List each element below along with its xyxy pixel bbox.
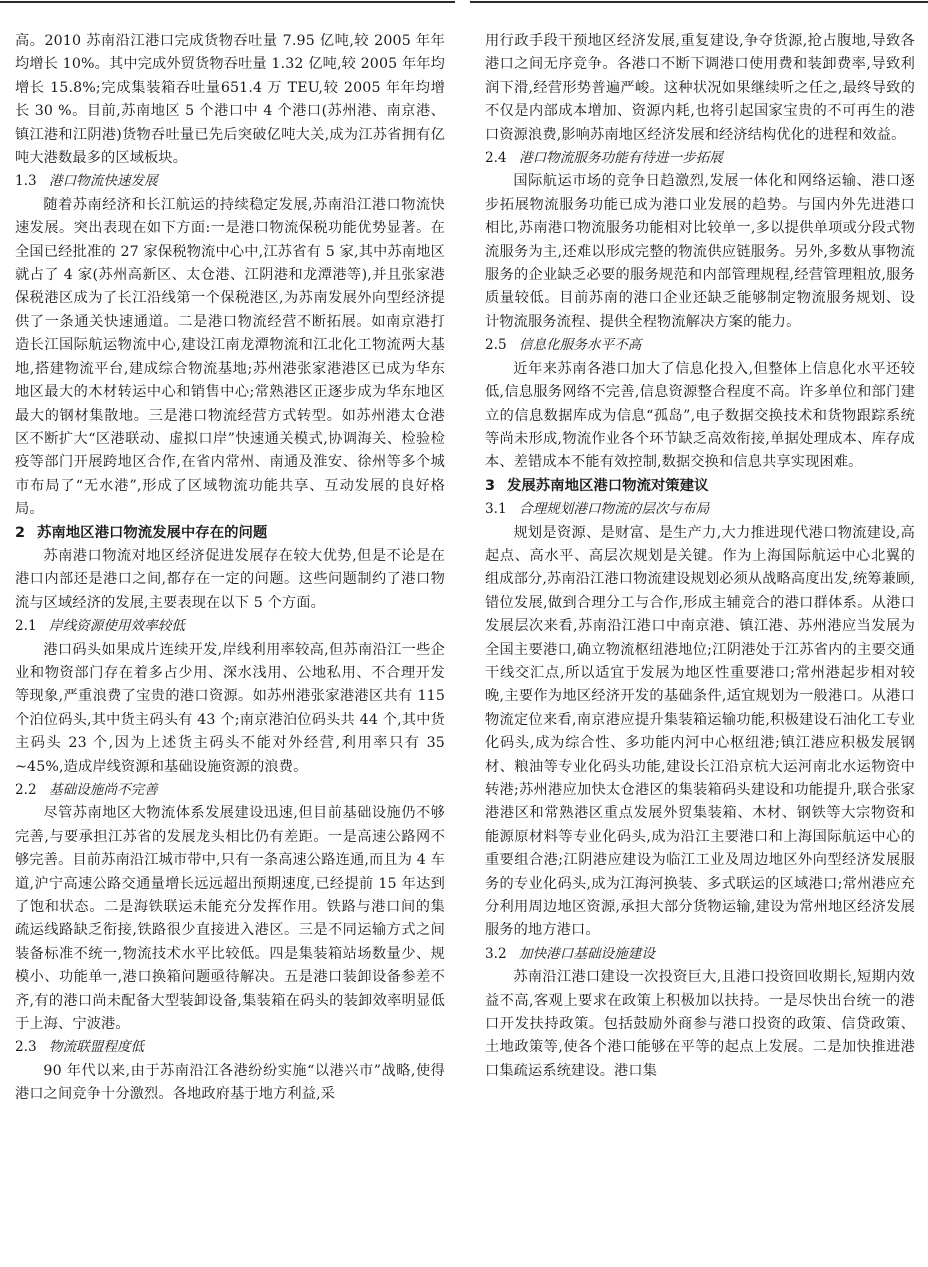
- section-heading: [485, 475, 915, 498]
- subsection-heading: [15, 170, 445, 193]
- heading-number: 3: [485, 477, 496, 494]
- subsection-heading: [485, 147, 915, 170]
- paragraph: 尽管苏南地区大物流体系发展建设迅速,但目前基础设施仍不够完善,与要承担江苏省的发展龙头相比仍有差距。一是高速公路网不够完善。目前苏南沿江城市带中,只有一条高速公路连通,而且为 4 车道,沪宁高速公路交通量增长远远超出预期速度,已经提前 15 年达到了饱和状态。二是海铁联运未能充分发挥作用。铁路与港口间的集疏运线路缺乏衔接,铁路很少直接进入港区。三是不同运输方式之间装备标准不统一,物流技术水平比较低。四是集装箱站场数量少、规模小、功能单一,港口换箱问题亟待解决。五是港口装卸设备参差不齐,有的港口尚未配备大型装卸设备,集装箱在码头的装卸效率明显低于上海、宁波港。: [15, 805, 445, 1033]
- heading-title: 港口物流服务功能有待进一步拓展: [519, 150, 723, 167]
- paragraph: 高。2010 苏南沿江港口完成货物吞吐量 7.95 亿吨,较 2005 年年均增长 10%。其中完成外贸货物吞吐量 1.32 亿吨,较 2005 年年均增长 15.8%;完成集装箱吞吐量651.4 万 TEU,较 2005 年年均增长 30 %。目前,苏南地区 5 个港口中 4 个港口(苏州港、南京港、镇江港和江阴港)货物吞吐量已先后突破亿吨大关,成为江苏省拥有亿吨大港数最多的区域板块。: [15, 33, 445, 167]
- heading-title: 发展苏南地区港口物流对策建议: [507, 477, 709, 494]
- subsection-heading: [15, 779, 445, 802]
- paragraph: 国际航运市场的竞争日趋激烈,发展一体化和网络运输、港口逐步拓展物流服务功能已成为港口业发展的趋势。与国内外先进港口相比,苏南港口物流服务功能相对比较单一,多以提供单项或分段式物流服务为主,还难以形成完整的物流供应链服务。另外,多数从事物流服务的企业缺乏必要的服务规范和内部管理规程,经营管理粗放,服务质量较低。目前苏南的港口企业还缺乏能够制定物流服务规划、设计物流服务流程、提供全程物流解决方案的能力。: [485, 173, 915, 330]
- paragraph: 苏南沿江港口建设一次投资巨大,且港口投资回收期长,短期内效益不高,客观上要求在政策上积极加以扶持。一是尽快出台统一的港口开发扶持政策。包括鼓励外商参与港口投资的政策、信贷政策、土地政策等,使各个港口能够在平等的起点上发展。二是加快推进港口集疏运系统建设。港口集: [485, 969, 915, 1079]
- heading-title: 信息化服务水平不高: [519, 337, 642, 354]
- heading-title: 基础设施尚不完善: [49, 782, 158, 798]
- heading-number: 3.1: [485, 501, 507, 518]
- heading-number: 2.5: [485, 337, 507, 354]
- paragraph: 用行政手段干预地区经济发展,重复建设,争夺货源,抢占腹地,导致各港口之间无序竞争。各港口不断下调港口使用费和装卸费率,导致利润下滑,经营形势普遍严峻。这种状况如果继续听之任之,最终导致的不仅是内部成本增加、资源内耗,也将引起国家宝贵的不可再生的港口资源浪费,影响苏南地区经济发展和经济结构优化的进程和效益。: [485, 33, 915, 143]
- right-column: [485, 30, 915, 1083]
- heading-number: 2.1: [15, 618, 37, 635]
- heading-number: 1.3: [15, 173, 37, 190]
- heading-title: 物流联盟程度低: [49, 1039, 145, 1056]
- heading-number: 2: [15, 524, 26, 541]
- heading-title: 苏南地区港口物流发展中存在的问题: [37, 524, 268, 541]
- heading-title: 合理规划港口物流的层次与布局: [519, 501, 710, 518]
- subsection-heading: [485, 498, 915, 521]
- heading-number: 2.3: [15, 1039, 37, 1056]
- section-heading: [15, 522, 445, 545]
- heading-number: 3.2: [485, 945, 507, 962]
- subsection-heading: [485, 943, 915, 966]
- paragraph: 近年来苏南各港口加大了信息化投入,但整体上信息化水平还较低,信息服务网络不完善,信息资源整合程度不高。许多单位和部门建立的信息数据库成为信息“孤岛”,电子数据交换技术和货物跟踪系统等尚未形成,物流作业各个环节缺乏高效衔接,单据处理成本、库存成本、差错成本不能有效控制,数据交换和信息共享实现困难。: [485, 360, 915, 471]
- heading-title: 加快港口基础设施建设: [519, 945, 655, 962]
- heading-number: 2.2: [15, 782, 37, 798]
- paragraph: 苏南港口物流对地区经济促进发展存在较大优势,但是不论是在港口内部还是港口之间,都存在一定的问题。这些问题制约了港口物流与区域经济的发展,主要表现在以下 5 个方面。: [15, 547, 445, 611]
- header-rule: [0, 0, 928, 4]
- left-column: [15, 30, 445, 1107]
- subsection-heading: [15, 1036, 445, 1059]
- subsection-heading: [15, 615, 445, 638]
- subsection-heading: [485, 334, 915, 357]
- heading-title: 岸线资源使用效率较低: [49, 618, 185, 635]
- heading-title: 港口物流快速发展: [49, 173, 158, 190]
- paragraph: 随着苏南经济和长江航运的持续稳定发展,苏南沿江港口物流快速发展。突出表现在如下方面:一是港口物流保税功能优势显著。在全国已经批准的 27 家保税物流中心中,江苏省有 5 家,其中苏南地区就占了 4 家(苏州高新区、太仓港、江阴港和龙潭港等),并且张家港保税港区成为了长江沿线第一个保税港区,为苏南发展外向型经济提供了一条通关快速通道。二是港口物流经营不断拓展。如南京港打造长江国际航运物流中心,建设江南龙潭物流和江北化工物流两大基地,搭建物流平台,建成综合物流基地;苏州港张家港港区已成为华东地区最大的木材转运中心和销售中心;常熟港区正逐步成为华东地区最大的钢材集散地。三是港口物流经营方式转型。如苏州港太仓港区不断扩大“区港联动、虚拟口岸”快速通关模式,协调海关、检验检疫等部门开展跨地区合作,在省内常州、南通及淮安、徐州等多个城市布局了“无水港”,形成了区域物流功能共享、互动发展的良好格局。: [15, 196, 445, 518]
- paragraph: 港口码头如果成片连续开发,岸线利用率较高,但苏南沿江一些企业和物资部门存在着多占少用、深水浅用、公地私用、不合理开发等现象,严重浪费了宝贵的港口资源。如苏州港张家港港区共有 115 个泊位码头,其中货主码头有 43 个;南京港泊位码头共 44 个,其中货主码头 23 个,因为上述货主码头不能对外经营,利用率只有 35 ~45%,造成岸线资源和基础设施资源的浪费。: [15, 641, 445, 775]
- paragraph: 90 年代以来,由于苏南沿江各港纷纷实施“以港兴市”战略,使得港口之间竞争十分激烈。各地政府基于地方利益,采: [15, 1062, 445, 1103]
- paragraph: 规划是资源、是财富、是生产力,大力推进现代港口物流建设,高起点、高水平、高层次规划是关键。作为上海国际航运中心北翼的组成部分,苏南沿江港口物流建设规划必须从战略高度出发,统筹兼顾,错位发展,做到合理分工与合作,形成主辅竞合的港口群体系。从港口发展层次来看,苏南沿江港口中南京港、镇江港、苏州港应当发展为全国主要港口,确立物流枢纽港地位;江阴港处于江苏省内的主要交通干线交汇点,所以适宜于发展为地区性重要港口;常州港起步相对较晚,主要作为地区经济开发的基础条件,适宜规划为一般港口。从港口物流定位来看,南京港应提升集装箱运输功能,积极建设石油化工专业化码头,成为综合性、多功能内河中心枢纽港;镇江港应积极发展钢材、粮油等专业化码头功能,建设长江沿京杭大运河南北水运物资中转港;苏州港应加快太仓港区的集装箱码头建设和功能提升,联合张家港港区和常熟港区重点发展外贸集装箱、木材、钢铁等大宗物资和能源原材料等专业化码头,成为沿江主要港口和上海国际航运中心的重要组合港;江阴港应建设为临江工业及周边地区外向型经济发展服务的专业化码头,成为江海河换装、多式联运的区域港口;常州港应充分利用周边地区资源,承担大部分货物运输,建设为常州地区经济发展服务的地方港口。: [485, 524, 915, 939]
- heading-number: 2.4: [485, 150, 507, 167]
